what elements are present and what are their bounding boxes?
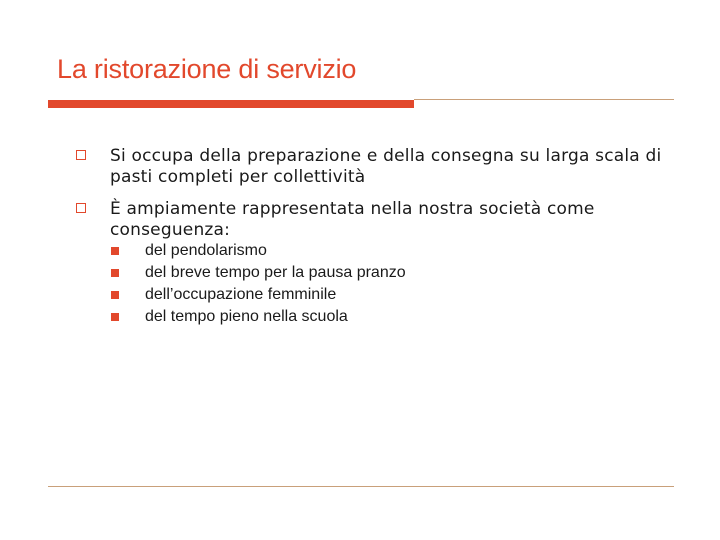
sub-bullet-item [111,240,531,262]
sub-bullet-item [111,262,531,284]
footer-rule [48,486,674,487]
sub-bullet-text: del tempo pieno nella scuola [145,308,348,325]
sub-bullet-text: dell’occupazione femminile [145,286,337,303]
slide-title: La ristorazione di servizio [57,54,357,84]
filled-square-bullet-icon [111,291,119,299]
title-underline-accent [48,100,414,108]
filled-square-bullet-icon [111,269,119,277]
sub-bullet-item [111,284,531,306]
hollow-square-bullet-icon [76,150,86,160]
sub-bullet-text: del pendolarismo [145,242,267,259]
sub-bullet-list [111,240,531,328]
title-underline-rule [414,99,674,100]
sub-bullet-text: del breve tempo per la pausa pranzo [145,264,406,281]
bullet-text: Si occupa della preparazione e della consegna su larga scala di pasti completi per collettività [110,146,662,187]
sub-bullet-item [111,306,531,328]
filled-square-bullet-icon [111,247,119,255]
hollow-square-bullet-icon [76,203,86,213]
filled-square-bullet-icon [111,313,119,321]
bullet-text: È ampiamente rappresentata nella nostra società come conseguenza: [110,199,595,240]
